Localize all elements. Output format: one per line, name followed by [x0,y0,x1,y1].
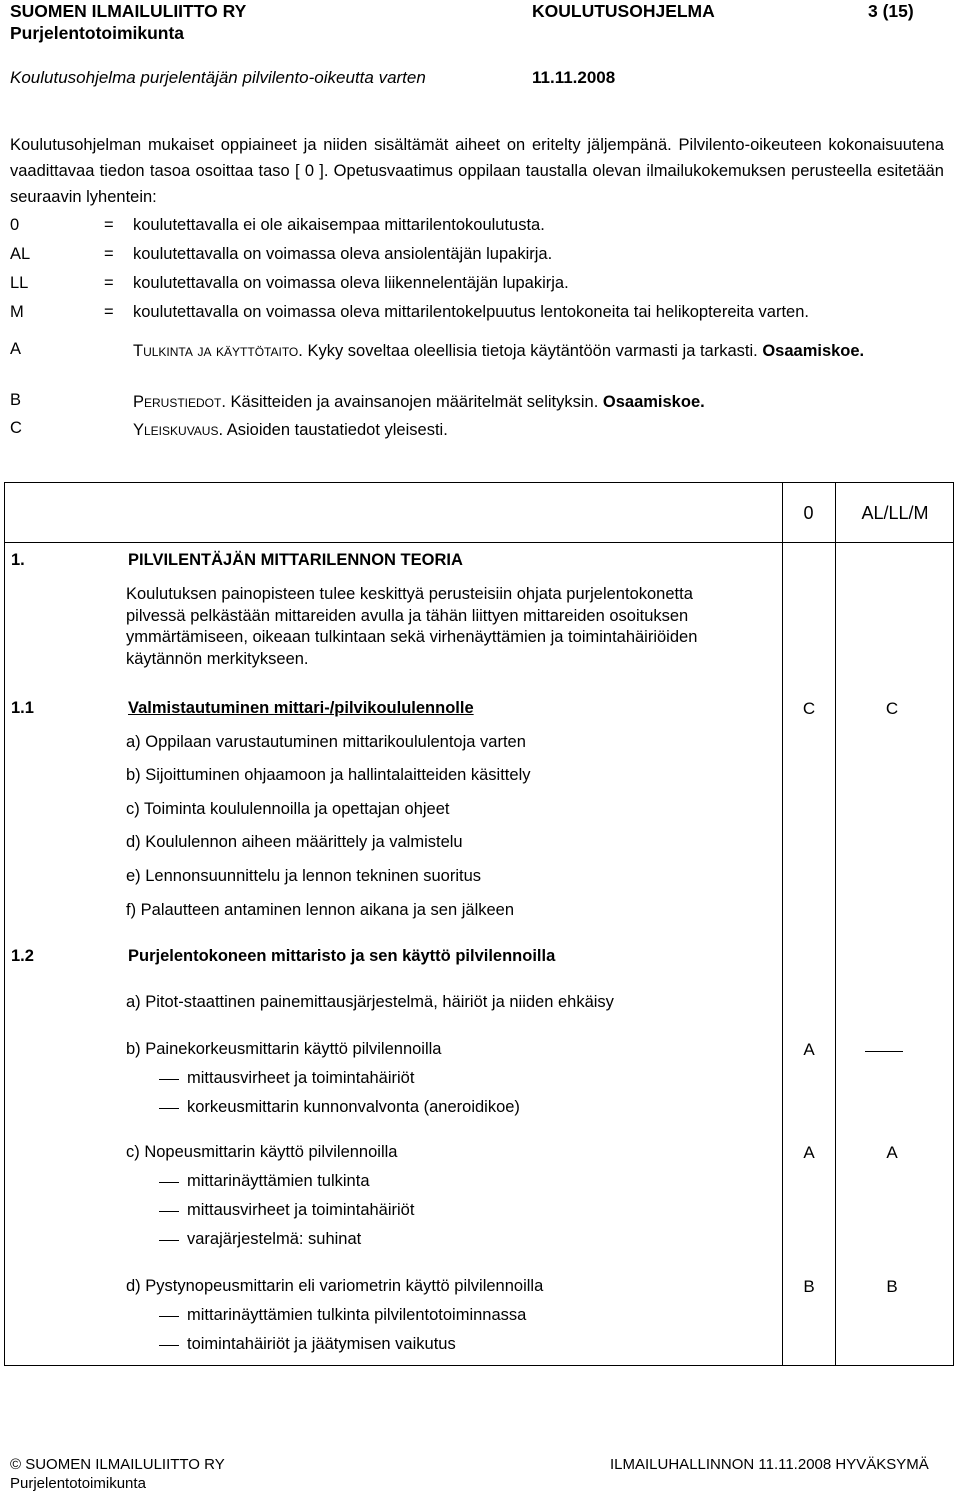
list-item: a) Oppilaan varustautuminen mittarikoululentoja varten [126,733,526,751]
section-title: Purjelentokoneen mittaristo ja sen käyttö pilvilennoilla [128,947,556,965]
footer-approval: ILMAILUHALLINNON 11.11.2008 HYVÄKSYMÄ [610,1456,929,1473]
section-title: PILVILENTÄJÄN MITTARILENNON TEORIA [128,551,463,569]
legend-key: LL [10,274,29,292]
level-key: C [10,419,22,437]
section-number: 1.1 [11,699,34,717]
list-item: b) Sijoittuminen ohjaamoon ja hallintalaitteiden käsittely [126,766,531,784]
sub-item: varajärjestelmä: suhinat [187,1230,362,1248]
level-name: Perustiedot. [133,393,226,411]
footer-committee: Purjelentotoimikunta [10,1475,146,1492]
dash-bullet [159,1211,179,1212]
level-description [133,391,943,413]
sub-item: mittausvirheet ja toimintahäiriöt [187,1201,415,1219]
section-number: 1.2 [11,947,34,965]
legend-eq: = [104,216,114,234]
level-key: A [10,340,22,358]
column-header-al-ll-m: AL/LL/M [861,503,929,523]
section-title: Valmistautuminen mittari-/pilvikoululennolle [128,699,474,717]
level-not-required-dash [865,1051,903,1052]
sub-item: mittausvirheet ja toimintahäiriöt [187,1069,415,1087]
column-divider [782,483,783,1365]
org-name: SUOMEN ILMAILULIITTO RY [10,1,247,21]
list-item: d) Koululennon aiheen määrittely ja valmistelu [126,833,463,851]
sub-item: mittarinäyttämien tulkinta [187,1172,370,1190]
legend-eq: = [104,245,114,263]
level-note: Osaamiskoe. [602,393,705,411]
legend-key: M [10,303,24,321]
level-0-value: C [802,699,816,718]
legend-text: koulutettavalla on voimassa oleva liikennelentäjän lupakirja. [133,274,569,292]
legend-key: 0 [10,216,20,234]
level-description [133,340,943,362]
section-number: 1. [11,551,25,569]
list-item: d) Pystynopeusmittarin eli variometrin käyttö pilvilennoilla [126,1277,544,1295]
level-description [133,419,943,441]
legend-key: AL [10,245,31,263]
committee-name: Purjelentotoimikunta [10,23,185,43]
dash-bullet [159,1316,179,1317]
list-item: e) Lennonsuunnittelu ja lennon tekninen suoritus [126,867,482,885]
list-item: a) Pitot-staattinen painemittausjärjestelmä, häiriöt ja niiden ehkäisy [126,993,614,1011]
level-name: Tulkinta ja käyttötaito. [133,342,303,360]
column-header-0: 0 [803,503,814,523]
dash-bullet [159,1345,179,1346]
level-key: B [10,391,22,409]
document-type: KOULUTUSOHJELMA [532,1,715,21]
curriculum-table [4,482,954,1366]
dash-bullet [159,1240,179,1241]
column-divider [835,483,836,1365]
legend-text: koulutettavalla ei ole aikaisempaa mittarilentokoulutusta. [133,216,545,234]
dash-bullet [159,1182,179,1183]
list-item: c) Toiminta koululennoilla ja opettajan ohjeet [126,800,450,818]
level-desc: Käsitteiden ja avainsanojen määritelmät selityksin. [225,393,603,411]
dash-bullet [159,1108,179,1109]
level-al-ll-m-value: C [885,699,899,718]
level-0-value: A [803,1143,815,1162]
header-divider [5,542,953,543]
level-note: Osaamiskoe. [762,342,865,360]
sub-item: toimintahäiriöt ja jäätymisen vaikutus [187,1335,456,1353]
intro-paragraph: Koulutusohjelman mukaiset oppiaineet ja niiden sisältämät aiheet on eritelty jäljempänä. Pilvilento-oikeuteen kokonaisuutena vaadittavaa tiedon tasoa osoittaa taso [ 0 ]. Opetusvaatimus oppilaan taustalla olevan ilmailukokemuksen perusteella esitetään seuraavin lyhentein: [10,136,944,206]
footer-copyright: © SUOMEN ILMAILULIITTO RY [10,1456,225,1473]
document-date: 11.11.2008 [532,68,616,87]
legend-text: koulutettavalla on voimassa oleva mittarilentokelpuutus lentokoneita tai helikoptereita varten. [133,303,809,321]
list-item: f) Palautteen antaminen lennon aikana ja sen jälkeen [126,901,515,919]
legend-eq: = [104,303,114,321]
sub-item: mittarinäyttämien tulkinta pilvilentotoiminnassa [187,1306,527,1324]
level-name: Yleiskuvaus. [133,421,224,439]
legend-text: koulutettavalla on voimassa oleva ansiolentäjän lupakirja. [133,245,553,263]
section-description: Koulutuksen painopisteen tulee keskittyä perusteisiin ohjata purjelentokonetta pilvessä pelkästään mittareiden avulla ja tähän liittyen mittareiden osoituksen ymmärtämiseen, oikeaan tulkintaan sekä virhenäyttämien ja toimintahäiriöiden käytännön merkitykseen. [126,585,698,668]
sub-item: korkeusmittarin kunnonvalvonta (aneroidikoe) [187,1098,520,1116]
level-al-ll-m-value: A [886,1143,898,1162]
list-item: c) Nopeusmittarin käyttö pilvilennoilla [126,1143,398,1161]
page-number: 3 (15) [868,1,914,21]
list-item: b) Painekorkeusmittarin käyttö pilvilennoilla [126,1040,442,1058]
level-0-value: A [803,1040,815,1059]
level-desc: Asioiden taustatiedot yleisesti. [223,421,448,439]
level-desc: Kyky soveltaa oleellisia tietoja käytäntöön varmasti ja tarkasti. [302,342,763,360]
document-subtitle: Koulutusohjelma purjelentäjän pilvilento-oikeutta varten [10,68,426,87]
legend-eq: = [104,274,114,292]
level-0-value: B [803,1277,815,1296]
dash-bullet [159,1079,179,1080]
level-al-ll-m-value: B [886,1277,898,1296]
